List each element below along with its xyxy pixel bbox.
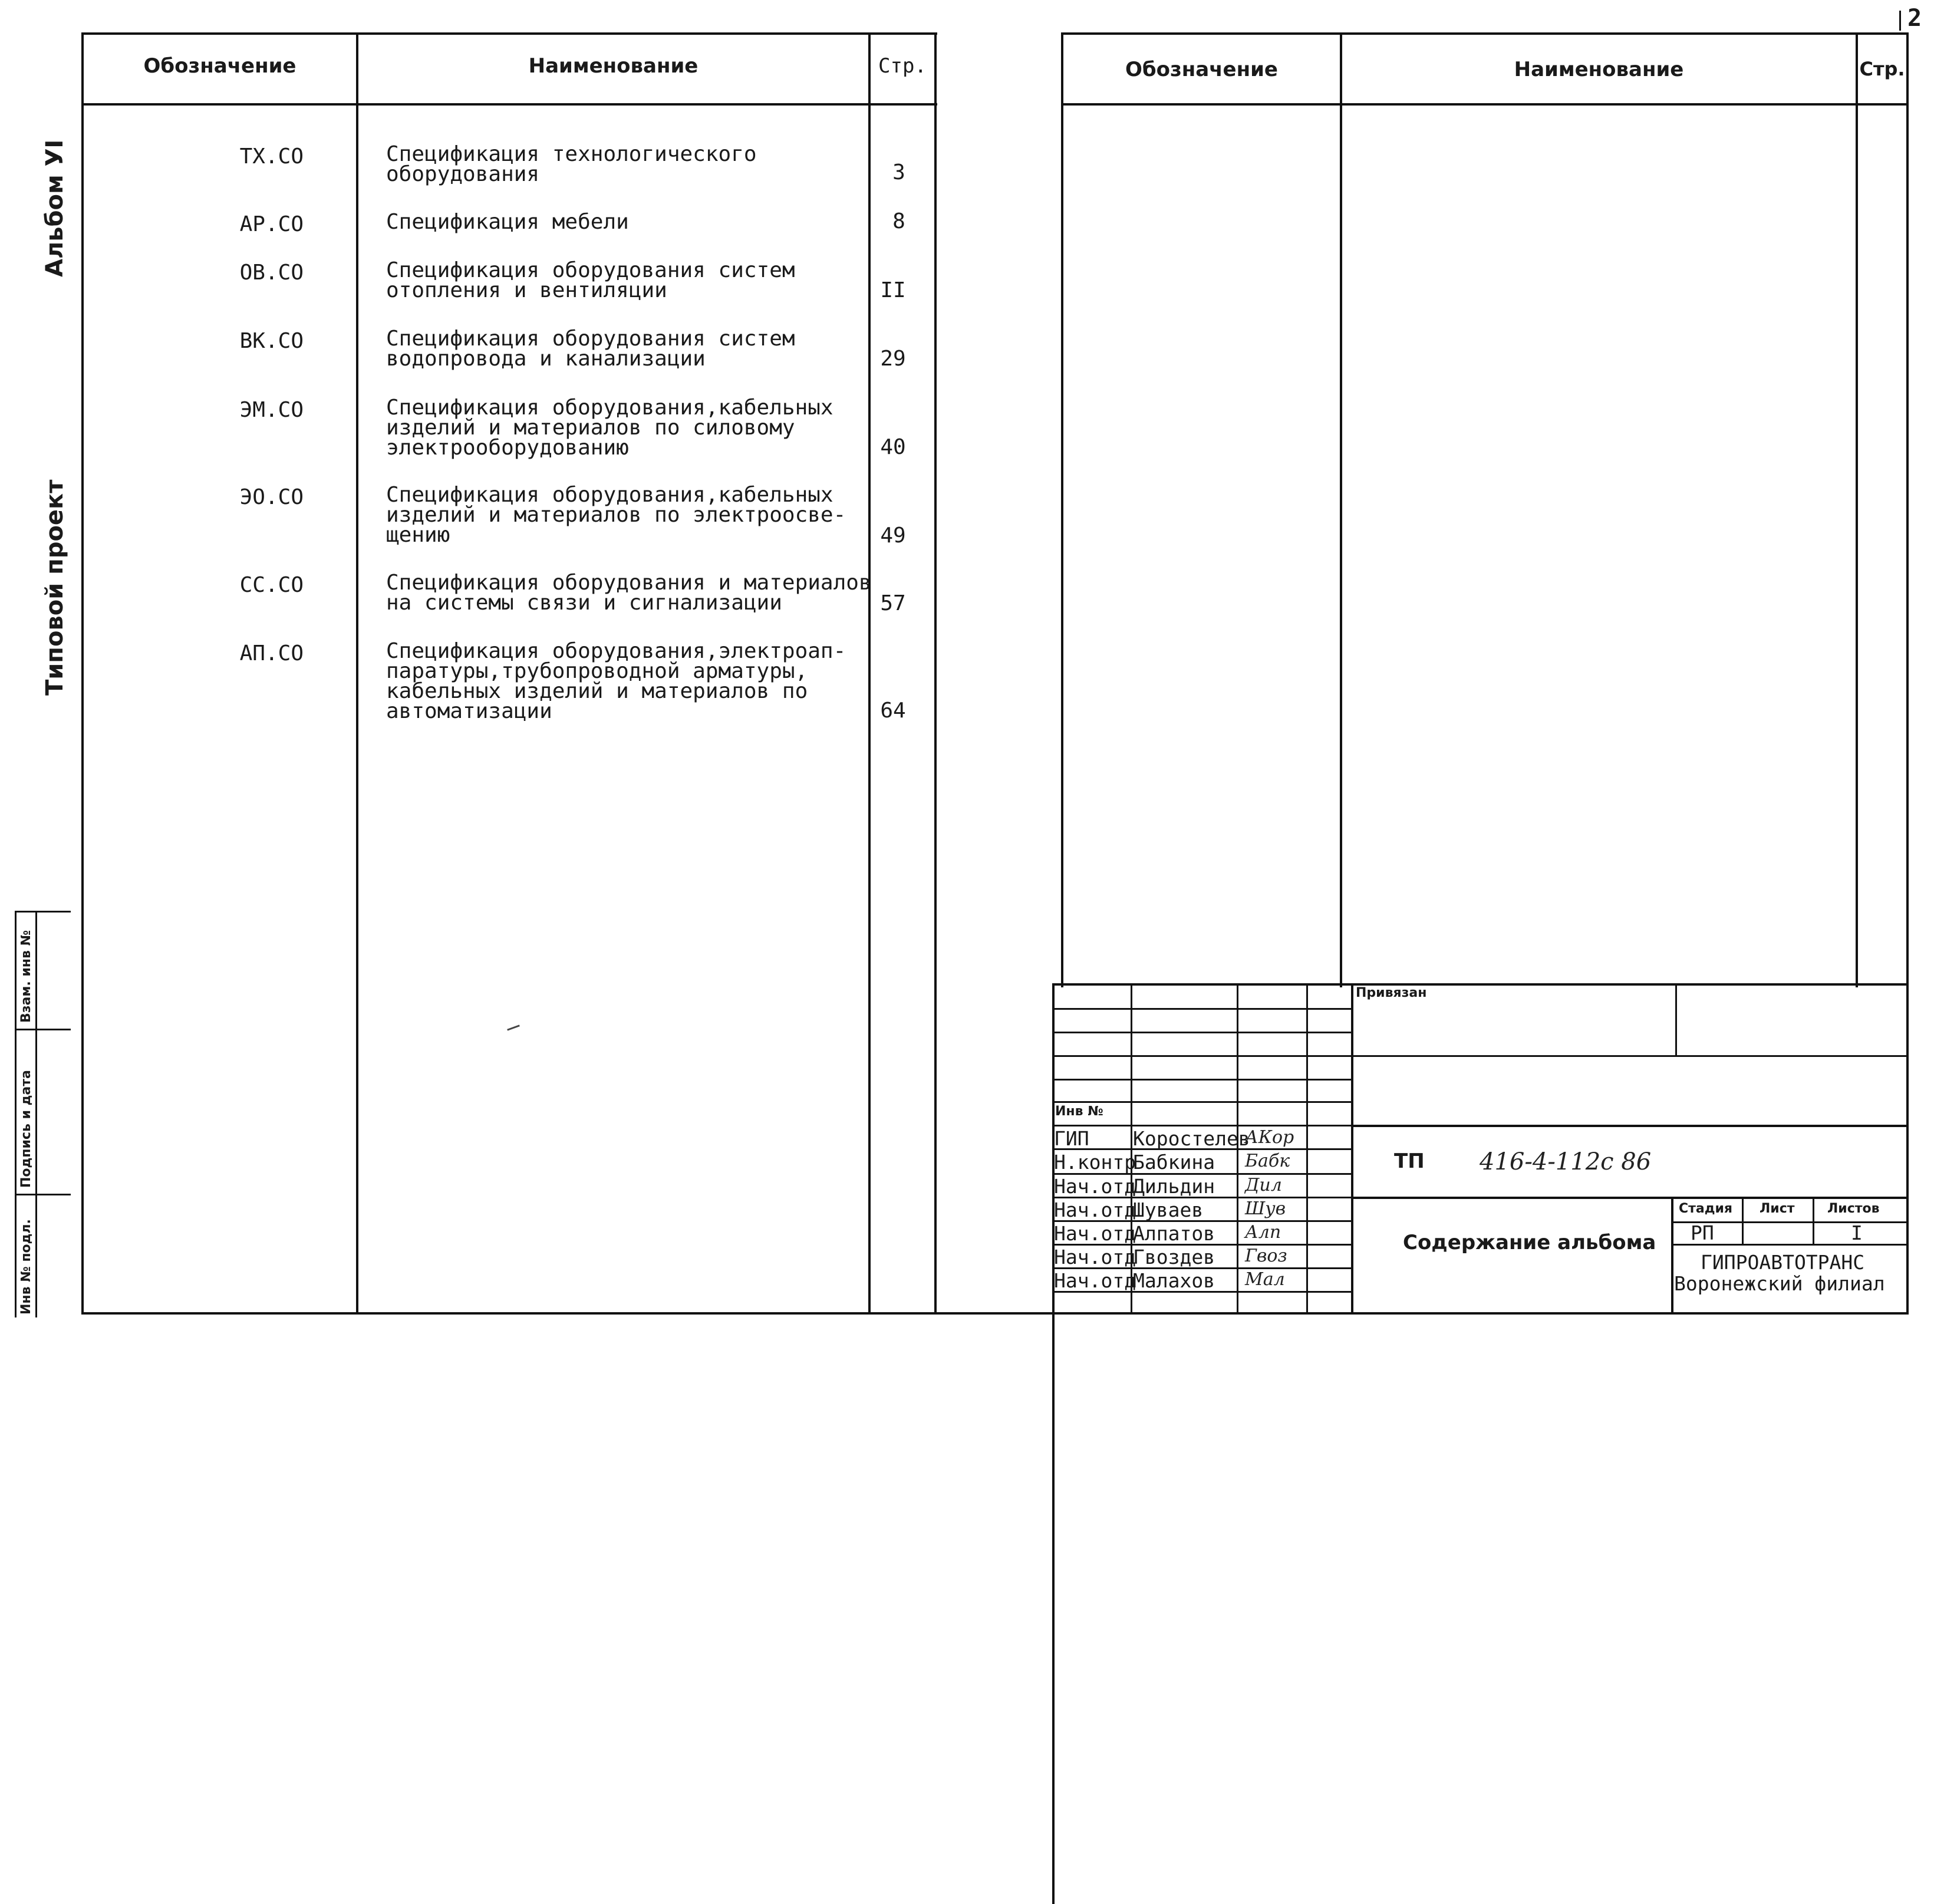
row-code: СС.СО — [239, 573, 304, 597]
stage-value: РП — [1691, 1221, 1714, 1244]
row-name: Спецификация мебели — [386, 210, 629, 234]
tp-number: 416-4-112с 86 — [1480, 1148, 1652, 1175]
org-branch: Воронежский филиал — [1674, 1272, 1885, 1295]
sheet-number: 2 — [1907, 5, 1922, 32]
stamp-label-signature: Подпись и дата — [19, 1070, 34, 1188]
stamp-label-inventory: Инв № подл. — [19, 1219, 34, 1315]
row-page: 8 — [892, 209, 905, 233]
left-header-page: Стр. — [878, 54, 927, 78]
right-header-page: Стр. — [1859, 58, 1905, 80]
row-name: Спецификация оборудования,кабельных изделий и материалов по силовому электрооборудованию — [386, 396, 833, 460]
row-name: Спецификация оборудования и материалов на системы связи и сигнализации — [386, 571, 872, 615]
row-code: ЭО.СО — [239, 485, 304, 509]
stamp-divider — [15, 1029, 71, 1030]
row-code: ЭМ.СО — [239, 398, 304, 422]
staff-name: Гвоздев — [1133, 1246, 1215, 1269]
row-name: Спецификация технологического оборудования — [386, 142, 757, 186]
staff-role: Нач.отд — [1054, 1222, 1136, 1245]
row-name: Спецификация оборудования систем отопления и вентиляции — [386, 258, 795, 302]
staff-name: Шуваев — [1133, 1198, 1204, 1221]
stamp-border — [15, 911, 71, 913]
row-code: ТХ.СО — [239, 144, 304, 169]
sheet-label: Лист — [1760, 1201, 1795, 1216]
staff-signature: Гвоз — [1245, 1246, 1287, 1266]
staff-signature: Дил — [1245, 1175, 1282, 1195]
staff-signature: Бабк — [1245, 1151, 1290, 1171]
staff-role: Нач.отд — [1054, 1198, 1136, 1221]
right-header-name: Наименование — [1514, 58, 1684, 81]
staff-name: Алпатов — [1133, 1222, 1215, 1245]
row-page: 64 — [880, 699, 906, 723]
staff-name: Малахов — [1133, 1269, 1215, 1292]
row-page: 57 — [880, 591, 906, 615]
row-code: ВК.СО — [239, 329, 304, 353]
staff-signature: Шув — [1245, 1198, 1286, 1219]
left-header-name: Наименование — [528, 54, 699, 78]
staff-role: ГИП — [1054, 1127, 1089, 1150]
row-page: 3 — [892, 160, 905, 185]
row-code: ОВ.СО — [239, 261, 304, 285]
staff-name: Бабкина — [1133, 1151, 1215, 1174]
org-name: ГИПРОАВТОТРАНС — [1701, 1251, 1865, 1274]
document-title: Содержание альбома — [1403, 1231, 1656, 1254]
staff-signature: Алп — [1245, 1222, 1281, 1243]
margin-project-label: Типовой проект — [41, 479, 68, 696]
row-page: 40 — [880, 435, 906, 459]
inv-label: Инв № — [1055, 1104, 1103, 1119]
tp-label: ТП — [1394, 1149, 1425, 1173]
sheets-label: Листов — [1827, 1201, 1880, 1216]
staff-role: Н.контр — [1054, 1151, 1136, 1174]
stamp-border — [15, 911, 17, 1317]
row-code: АР.СО — [239, 212, 304, 236]
staff-name: Коростелев — [1133, 1127, 1250, 1150]
stamp-divider — [35, 911, 37, 1317]
row-name: Спецификация оборудования,электроап- паратуры,трубопроводной арматуры, кабельных изделий и материалов по автоматизации — [386, 639, 846, 723]
staff-signature: Мал — [1245, 1269, 1285, 1290]
row-page: II — [880, 278, 906, 302]
staff-role: Нач.отд — [1054, 1246, 1136, 1269]
sheet-number-tick — [1899, 11, 1901, 31]
left-header-designation: Обозначение — [143, 54, 296, 78]
stamp-label-replacement: Взам. инв № — [19, 930, 34, 1023]
staff-role: Нач.отд — [1054, 1269, 1136, 1292]
right-header-designation: Обозначение — [1125, 58, 1278, 81]
stamp-divider — [15, 1194, 71, 1195]
attached-label: Привязан — [1356, 986, 1427, 1000]
row-page: 29 — [880, 347, 906, 371]
row-name: Спецификация оборудования,кабельных изделий и материалов по электроосве- щению — [386, 483, 846, 547]
row-code: АП.СО — [239, 641, 304, 666]
staff-name: Дильдин — [1133, 1175, 1215, 1198]
sheets-value: I — [1851, 1221, 1863, 1244]
staff-signature: АКор — [1245, 1127, 1294, 1148]
row-page: 49 — [880, 523, 906, 548]
row-name: Спецификация оборудования систем водопровода и канализации — [386, 327, 795, 371]
staff-role: Нач.отд — [1054, 1175, 1136, 1198]
pen-mark — [507, 1025, 520, 1030]
stage-label: Стадия — [1679, 1201, 1733, 1216]
margin-album-label: Альбом УI — [41, 139, 68, 277]
